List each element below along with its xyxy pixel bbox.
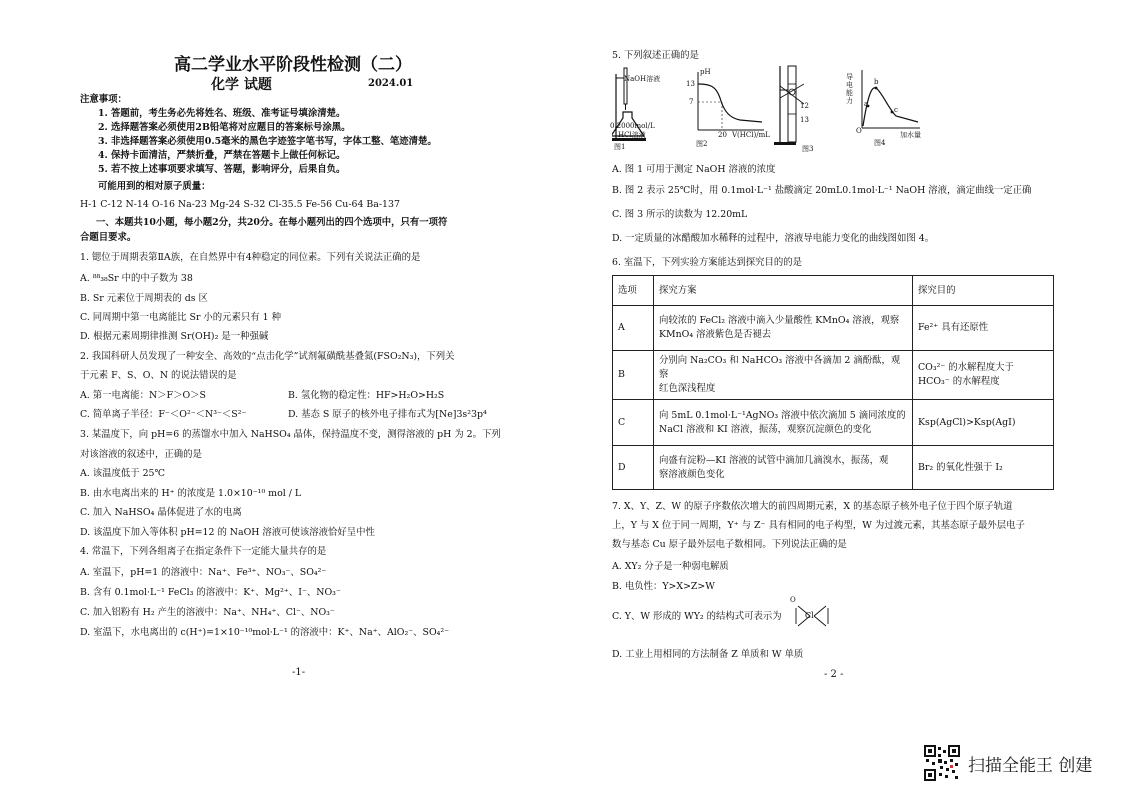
table-cell-goal: Br₂ 的氧化性强于 I₂ bbox=[913, 446, 1054, 490]
table-cell-goal: CO₃²⁻ 的水解程度大于 HCO₃⁻ 的水解程度 bbox=[913, 351, 1054, 400]
notice-item: 4. 保持卡面清洁，严禁折叠，严禁在答题卡上做任何标记。 bbox=[98, 150, 346, 161]
fig4-ylabel: 能 bbox=[846, 89, 853, 97]
q7-option-c: C. Y、W 形成的 WY₂ 的结构式可表示为 bbox=[612, 611, 782, 622]
q5-stem: 5. 下列叙述正确的是 bbox=[612, 50, 699, 61]
table-cell-goal: Fe²⁺ 具有还原性 bbox=[913, 306, 1054, 351]
table-row bbox=[613, 400, 1054, 446]
struct-atom: O bbox=[790, 596, 796, 604]
q4-option-d: D. 室温下，水电离出的 c(H⁺)=1×10⁻¹⁰mol·L⁻¹ 的溶液中：K⁺、Na⁺、AlO₂⁻、SO₄²⁻ bbox=[80, 627, 450, 638]
mass-title: 可能用到的相对原子质量： bbox=[98, 181, 211, 192]
fig4-ylabel: 导 bbox=[846, 73, 853, 81]
fig4-caption: 图4 bbox=[874, 139, 886, 147]
fig4-point-label: c bbox=[894, 106, 898, 114]
notice-title: 注意事项： bbox=[80, 94, 127, 105]
scanner-watermark-text: 扫描全能王 创建 bbox=[968, 755, 1093, 776]
figure-4 bbox=[844, 64, 924, 147]
table-header: 选项 bbox=[613, 276, 654, 306]
left-page bbox=[80, 0, 520, 794]
q7-stem: 数与基态 Cu 原子最外层电子数相同。下列说法正确的是 bbox=[612, 539, 847, 550]
q4-stem: 4. 常温下，下列各组离子在指定条件下一定能大量共存的是 bbox=[80, 546, 327, 557]
scanner-watermark bbox=[924, 745, 1092, 781]
q3-option-a: A. 该温度低于 25℃ bbox=[80, 468, 166, 479]
figure-2 bbox=[680, 68, 770, 148]
table-cell-option: D bbox=[613, 446, 654, 490]
q5-option-d: D. 一定质量的冰醋酸加水稀释的过程中，溶液导电能力变化的曲线图如图 4。 bbox=[612, 233, 935, 244]
fig2-tick: 13 bbox=[686, 80, 695, 88]
q4-option-b: B. 含有 0.1mol·L⁻¹ FeCl₃ 的溶液中：K⁺、Mg²⁺、I⁻、NO₃⁻ bbox=[80, 587, 341, 598]
table-cell-plan: 分别向 Na₂CO₃ 和 NaHCO₃ 溶液中各滴加 2 滴酚酞，观察 红色深浅程度 bbox=[654, 351, 913, 400]
q7-option-a: A. XY₂ 分子是一种弱电解质 bbox=[612, 561, 729, 572]
fig3-tick: 13 bbox=[800, 116, 809, 124]
q3-option-b: B. 由水电离出来的 H⁺ 的浓度是 1.0×10⁻¹⁰ mol / L bbox=[80, 488, 302, 499]
q1-option-d: D. 根据元素周期律推测 Sr(OH)₂ 是一种强碱 bbox=[80, 331, 269, 342]
fig1-label-hcl: HCl溶液 bbox=[618, 131, 646, 139]
q3-option-c: C. 加入 NaHSO₄ 晶体促进了水的电离 bbox=[80, 507, 242, 518]
q4-option-a: A. 室温下，pH=1 的溶液中：Na⁺、Fe³⁺、NO₃⁻、SO₄²⁻ bbox=[80, 567, 327, 578]
q5-option-a: A. 图 1 可用于测定 NaOH 溶液的浓度 bbox=[612, 164, 776, 175]
fig2-xlabel: V(HCl)/mL bbox=[732, 131, 770, 139]
q4-option-c: C. 加入铝粉有 H₂ 产生的溶液中：Na⁺、NH₄⁺、Cl⁻、NO₃⁻ bbox=[80, 607, 335, 618]
q6-stem: 6. 室温下，下列实验方案能达到探究目的的是 bbox=[612, 257, 803, 268]
qr-code-icon bbox=[924, 745, 960, 781]
fig1-label-naoh: NaOH溶液 bbox=[624, 75, 661, 83]
q5-option-c: C. 图 3 所示的读数为 12.20mL bbox=[612, 209, 748, 220]
fig4-point-label: b bbox=[874, 78, 879, 86]
page-number: - 2 - bbox=[824, 669, 844, 680]
q6-table bbox=[612, 275, 1054, 490]
table-header-row bbox=[613, 276, 1054, 306]
fig4-origin: O bbox=[856, 127, 862, 135]
fig2-tick: 20 bbox=[718, 131, 727, 139]
table-cell-option: B bbox=[613, 351, 654, 400]
fig2-caption: 图2 bbox=[696, 140, 708, 148]
fig4-ylabel: 电 bbox=[846, 81, 853, 89]
fig3-caption: 图3 bbox=[802, 145, 814, 153]
q3-stem: 对该溶液的叙述中，正确的是 bbox=[80, 449, 202, 460]
struct-atom: Cl bbox=[805, 611, 814, 620]
table-cell-plan: 向盛有淀粉—KI 溶液的试管中滴加几滴溴水，振荡，观 察溶液颜色变化 bbox=[654, 446, 913, 490]
fig2-ylabel: pH bbox=[700, 68, 711, 76]
q1-option-a: A. ⁸⁸₃₈Sr 中的中子数为 38 bbox=[80, 273, 193, 284]
wy2-structure bbox=[788, 596, 836, 632]
fig2-tick: 7 bbox=[689, 98, 694, 106]
table-header: 探究方案 bbox=[654, 276, 913, 306]
figure-3 bbox=[774, 64, 826, 153]
q2-option-a: A. 第一电离能：N＞F＞O＞S bbox=[80, 390, 206, 401]
table-cell-option: A bbox=[613, 306, 654, 351]
notice-item: 1. 答题前，考生务必先将姓名、班级、准考证号填涂清楚。 bbox=[98, 108, 346, 119]
q2-option-b: B. 氢化物的稳定性：HF>H₂O>H₂S bbox=[288, 390, 445, 401]
exam-title: 高二学业水平阶段性检测（二） bbox=[174, 55, 412, 75]
q7-stem: 上，Y 与 X 位于同一周期，Y⁺ 与 Z⁻ 具有相同的电子构型，W 为过渡元素，其基态原子最外层电子 bbox=[612, 520, 1025, 531]
table-header: 探究目的 bbox=[913, 276, 1054, 306]
page-number: -1- bbox=[292, 667, 306, 678]
q2-option-d: D. 基态 S 原子的核外电子排布式为[Ne]3s²3p⁴ bbox=[288, 409, 487, 420]
q2-stem: 于元素 F、S、O、N 的说法错误的是 bbox=[80, 370, 237, 381]
exam-date: 2024.01 bbox=[368, 78, 414, 89]
right-page bbox=[612, 0, 1058, 794]
q3-stem: 3. 某温度下，向 pH=6 的蒸馏水中加入 NaHSO₄ 晶体，保持温度不变，测得溶液的 pH 为 2。下列 bbox=[80, 429, 501, 440]
q7-option-b: B. 电负性：Y>X>Z>W bbox=[612, 581, 715, 592]
section-heading: 一、本题共10小题，每小题2分，共20分。在每小题列出的四个选项中，只有一项符 bbox=[96, 217, 448, 228]
fig4-xlabel: 加水量 bbox=[900, 131, 921, 139]
exam-subtitle: 化学 试题 bbox=[211, 77, 272, 93]
q7-option-d: D. 工业上用相同的方法制备 Z 单质和 W 单质 bbox=[612, 649, 804, 660]
fig3-tick: 12 bbox=[800, 102, 809, 110]
fig1-caption: 图1 bbox=[614, 143, 626, 151]
fig4-ylabel: 力 bbox=[846, 97, 853, 105]
notice-item: 5. 若不按上述事项要求填写、答题，影响评分，后果自负。 bbox=[98, 164, 346, 175]
table-cell-plan: 向较浓的 FeCl₂ 溶液中滴入少量酸性 KMnO₄ 溶液，观察 KMnO₄ 溶液紫色是否褪去 bbox=[654, 306, 913, 351]
q1-option-c: C. 同周期中第一电离能比 Sr 小的元素只有 1 种 bbox=[80, 312, 281, 323]
fig1-label-hcl: 0.2000mol/L bbox=[610, 122, 655, 130]
table-cell-goal: Ksp(AgCl)>Ksp(AgI) bbox=[913, 400, 1054, 446]
q2-option-c: C. 简单离子半径：F⁻＜O²⁻＜N³⁻＜S²⁻ bbox=[80, 409, 247, 420]
section-heading: 合题目要求。 bbox=[80, 232, 137, 243]
q7-stem: 7. X、Y、Z、W 的原子序数依次增大的前四周期元素，X 的基态原子核外电子位于四个原子轨道 bbox=[612, 501, 1013, 512]
table-row bbox=[613, 446, 1054, 490]
q1-stem: 1. 锶位于周期表第ⅡA族，在自然界中有4种稳定的同位素。下列有关说法正确的是 bbox=[80, 252, 421, 263]
table-row bbox=[613, 351, 1054, 400]
table-cell-option: C bbox=[613, 400, 654, 446]
notice-item: 2. 选择题答案必须使用2B铅笔将对应题目的答案标号涂黑。 bbox=[98, 122, 351, 133]
q2-stem: 2. 我国科研人员发现了一种安全、高效的“点击化学”试剂氟磺酰基叠氮(FSO₂N₃)，下列关 bbox=[80, 351, 455, 362]
notice-item: 3. 非选择题答案必须使用0.5毫米的黑色字迹签字笔书写，字体工整、笔迹清楚。 bbox=[98, 136, 437, 147]
q1-option-b: B. Sr 元素位于周期表的 ds 区 bbox=[80, 293, 208, 304]
table-cell-plan: 向 5mL 0.1mol·L⁻¹AgNO₃ 溶液中依次滴加 5 滴同浓度的 NaCl 溶液和 KI 溶液，振荡，观察沉淀颜色的变化 bbox=[654, 400, 913, 446]
q5-option-b: B. 图 2 表示 25℃时，用 0.1mol·L⁻¹ 盐酸滴定 20mL0.1mol·L⁻¹ NaOH 溶液，滴定曲线一定正确 bbox=[612, 185, 1032, 196]
table-row bbox=[613, 306, 1054, 351]
fig4-point-label: a bbox=[864, 100, 869, 108]
atomic-masses: H-1 C-12 N-14 O-16 Na-23 Mg-24 S-32 Cl-35.5 Fe-56 Cu-64 Ba-137 bbox=[80, 199, 400, 210]
q3-option-d: D. 该温度下加入等体积 pH=12 的 NaOH 溶液可使该溶液恰好呈中性 bbox=[80, 527, 375, 538]
